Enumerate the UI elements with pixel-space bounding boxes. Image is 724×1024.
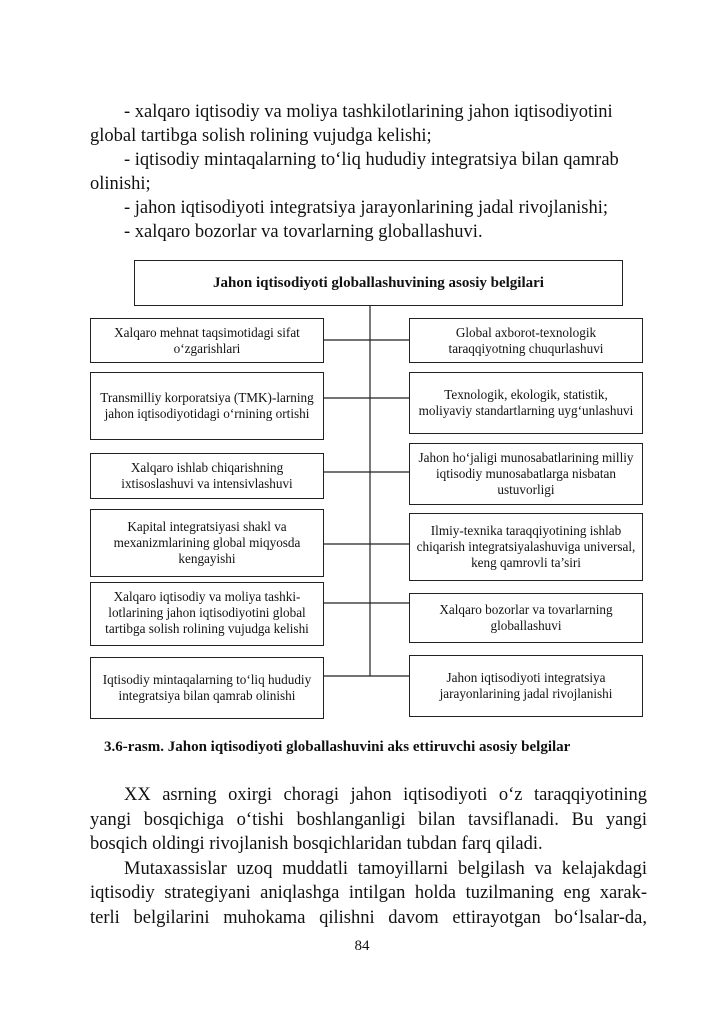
body-line: bosqich oldingi rivojlanish bosqichlaridan tubdan farq qiladi.: [90, 834, 543, 854]
right-box-5: Xalqaro bozorlar va tovarlarning globallashuvi: [409, 593, 643, 643]
figure-caption: 3.6-rasm. Jahon iqtisodiyoti globallashuvini aks ettiruvchi asosiy belgilar: [104, 739, 571, 755]
intro-line: - iqtisodiy mintaqalarning to‘liq hududiy integratsiya bilan qamrab: [124, 150, 619, 170]
right-box-3: Jahon ho‘jaligi munosabatlarining milliy iqtisodiy munosabatlarga nisbatan ustuvorligi: [409, 443, 643, 505]
left-box-2: Transmilliy korporatsiya (TMK)-larning jahon iqtisodiyotidagi o‘rnining ortishi: [90, 372, 324, 440]
intro-list: [90, 100, 650, 244]
intro-line: global tartibga solish rolining vujudga kelishi;: [90, 126, 432, 146]
intro-line: - jahon iqtisodiyoti integratsiya jarayonlarining jadal rivojlanishi;: [124, 198, 608, 218]
page-number: 84: [354, 938, 370, 954]
left-box-4: Kapital integratsiyasi shakl va mexanizmlarining global miqyosda kengayishi: [90, 509, 324, 577]
intro-line: - xalqaro bozorlar va tovarlarning globallashuvi.: [124, 222, 483, 242]
right-box-1: Global axborot-texnologik taraqqiyotning chuqurlashuvi: [409, 318, 643, 363]
right-box-2: Texnologik, ekologik, statistik, moliyaviy standartlarning uyg‘unlashuvi: [409, 372, 643, 434]
left-box-6: Iqtisodiy mintaqalarning to‘liq hududiy integratsiya bilan qamrab olinishi: [90, 657, 324, 719]
intro-line: - xalqaro iqtisodiy va moliya tashkilotlarining jahon iqtisodiyotini: [124, 102, 613, 122]
right-box-6: Jahon iqtisodiyoti integratsiya jarayonlarining jadal rivojlanishi: [409, 655, 643, 717]
diagram-title-box: Jahon iqtisodiyoti globallashuvining asosiy belgilari: [134, 260, 623, 306]
body-line: Mutaxassislar uzoq muddatli tamoyillarni belgilash va kelajakdagi: [124, 858, 647, 879]
intro-line: olinishi;: [90, 174, 151, 194]
body-line: iqtisodiy strategiyani aniqlashga intilgan holda tuzilmaning eng xarak-: [90, 883, 647, 903]
body-text: [90, 783, 647, 930]
left-box-1: Xalqaro mehnat taqsimotidagi sifat o‘zgarishlari: [90, 318, 324, 363]
body-line: XX asrning oxirgi choragi jahon iqtisodiyoti o‘z taraqqiyotining: [124, 785, 647, 805]
right-box-4: Ilmiy-texnika taraqqiyotining ishlab chiqarish integratsiyalashuviga universal, keng qamrovli ta’siri: [409, 513, 643, 581]
body-line: yangi bosqichiga o‘tishi boshlanganligi bilan tavsiflanadi. Bu yangi: [90, 809, 647, 830]
left-box-3: Xalqaro ishlab chiqarishning ixtisoslashuvi va intensivlashuvi: [90, 453, 324, 499]
body-line: terli belgilarini muhokama qilishni davom ettirayotgan bo‘lsalar-da,: [90, 907, 647, 928]
left-box-5: Xalqaro iqtisodiy va moliya tashki-lotlarining jahon iqtisodiyotini global tartibga solish rolining vujudga kelishi: [90, 582, 324, 646]
